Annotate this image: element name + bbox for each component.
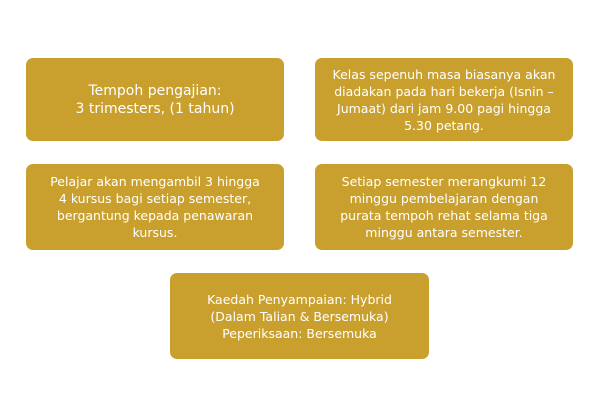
- card-text-line: Peperiksaan: Bersemuka: [222, 325, 377, 341]
- courses-per-semester-card: [26, 164, 284, 250]
- card-text-line: Kaedah Penyampaian: Hybrid: [207, 291, 392, 307]
- card-text-line: Pelajar akan mengambil 3 hingga: [50, 174, 260, 189]
- delivery-method-card: [170, 273, 429, 359]
- card-text-line: Setiap semester merangkumi 12: [341, 174, 547, 189]
- card-text-line: Jumaat) dari jam 9.00 pagi hingga: [337, 100, 551, 116]
- class-schedule-card: [315, 58, 573, 141]
- card-text-line: 5.30 petang.: [404, 117, 484, 133]
- card-text-line: (Dalam Talian & Bersemuka): [210, 308, 389, 324]
- card-text-line: minggu antara semester.: [365, 225, 523, 240]
- study-duration-card: [26, 58, 284, 141]
- card-text-line: minggu pembelajaran dengan: [349, 191, 539, 206]
- card-text-line: Tempoh pengajian:: [88, 82, 222, 99]
- card-text-line: purata tempoh rehat selama tiga: [340, 208, 548, 223]
- card-text-line: 3 trimesters, (1 tahun): [75, 100, 235, 117]
- semester-structure-card: [315, 164, 573, 250]
- card-text-line: 4 kursus bagi setiap semester,: [58, 191, 252, 206]
- card-text-line: Kelas sepenuh masa biasanya akan: [332, 66, 556, 82]
- card-text-line: diadakan pada hari bekerja (Isnin –: [334, 83, 554, 99]
- card-text-line: bergantung kepada penawaran: [56, 208, 254, 223]
- card-text-line: kursus.: [132, 225, 178, 240]
